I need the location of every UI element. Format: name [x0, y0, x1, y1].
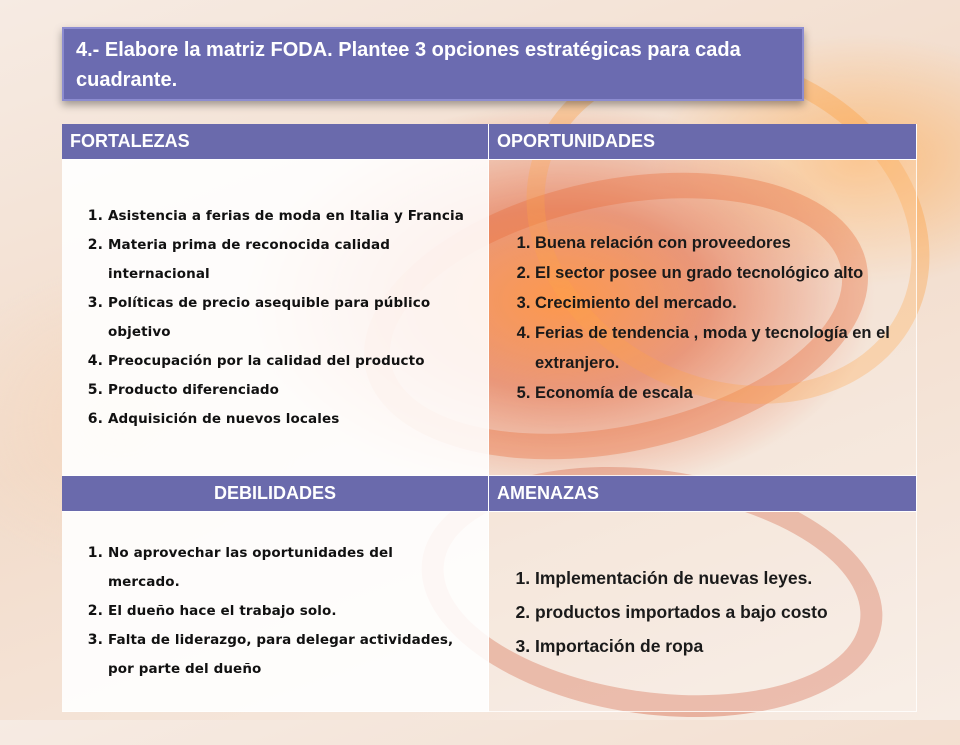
debilidades-cell: [62, 512, 489, 712]
list-item: 4. Ferias de tendencia , moda y tecnología en el extranjero.: [535, 318, 896, 378]
fortalezas-cell: [62, 160, 489, 476]
fortalezas-heading: FORTALEZAS: [62, 124, 489, 160]
list-item: 2. El dueño hace el trabajo solo.: [108, 597, 468, 626]
foda-matrix: [62, 124, 917, 712]
list-item: 1. Implementación de nuevas leyes.: [535, 561, 828, 595]
debilidades-heading: DEBILIDADES: [62, 476, 489, 512]
list-item: 3. Importación de ropa: [535, 629, 828, 663]
list-item: 3. Políticas de precio asequible para público objetivo: [108, 289, 468, 347]
list-item: 3. Crecimiento del mercado.: [535, 288, 896, 318]
oportunidades-list: [489, 228, 916, 408]
amenazas-cell: [489, 512, 917, 712]
list-item: 1. No aprovechar las oportunidades del mercado.: [108, 539, 468, 597]
list-item: 2. El sector posee un grado tecnológico alto: [535, 258, 896, 288]
amenazas-heading: AMENAZAS: [489, 476, 917, 512]
list-item: 5. Producto diferenciado: [108, 376, 468, 405]
list-item: 1. Buena relación con proveedores: [535, 228, 896, 258]
list-item: 1. Asistencia a ferias de moda en Italia y Francia: [108, 202, 468, 231]
list-item: 2. Materia prima de reconocida calidad internacional: [108, 231, 468, 289]
list-item: 4. Preocupación por la calidad del producto: [108, 347, 468, 376]
list-item: 5. Economía de escala: [535, 378, 896, 408]
debilidades-list: [62, 539, 488, 684]
list-item: 6. Adquisición de nuevos locales: [108, 405, 468, 434]
oportunidades-cell: [489, 160, 917, 476]
oportunidades-heading: OPORTUNIDADES: [489, 124, 917, 160]
list-item: 3. Falta de liderazgo, para delegar actividades, por parte del dueño: [108, 626, 468, 684]
amenazas-list: [489, 561, 848, 663]
fortalezas-list: [62, 202, 488, 434]
slide-title: 4.- Elabore la matriz FODA. Plantee 3 opciones estratégicas para cada cuadrante.: [62, 27, 804, 101]
list-item: 2. productos importados a bajo costo: [535, 595, 828, 629]
